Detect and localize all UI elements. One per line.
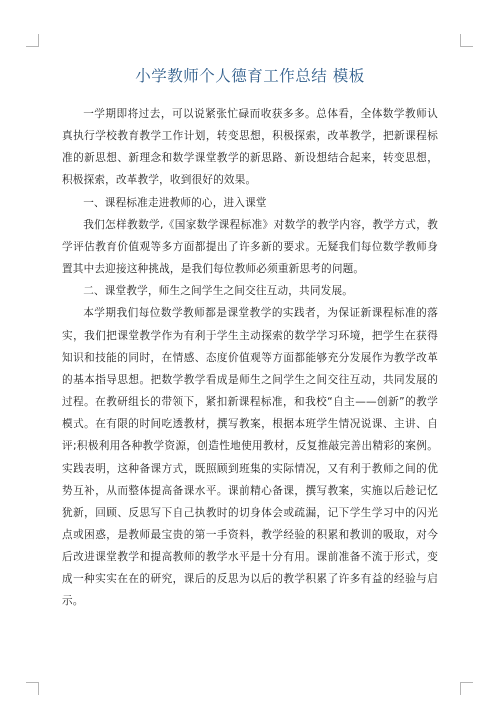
document-body [62, 103, 438, 613]
section-1-paragraph: 我们怎样教数学,《国家数学课程标准》对数学的教学内容，教学方式，教学评估教育价值观等多方面都提出了许多新的要求。无疑我们每位数学教师身置其中去迎接这种挑战，是我们每位教师必须重新思考的问题。 [62, 218, 438, 276]
page-corner-mark-bottom-right [460, 682, 473, 695]
page-corner-mark-bottom-left [26, 682, 39, 695]
section-heading-2: 二、课堂教学，师生之间学生之间交往互动，共同发展。 [83, 285, 354, 298]
page-corner-mark-top-left [26, 34, 39, 47]
page-corner-mark-top-right [460, 34, 473, 47]
intro-paragraph: 一学期即将过去，可以说紧张忙碌而收获多多。总体看，全体数学教师认真执行学校教育教学工作计划，转变思想，积极探索，改革教学，把新课程标准的新思想、新理念和数学课堂教学的新思路、新设想结合起来，转变思想，积极探索，改革教学，收到很好的效果。 [62, 108, 438, 187]
document-title: 小学教师个人德育工作总结 模板 [135, 67, 365, 85]
section-heading-1: 一、课程标准走进教师的心，进入课堂 [83, 196, 267, 209]
section-2-paragraph: 本学期我们每位数学教师都是课堂教学的实践者，为保证新课程标准的落实，我们把课堂教学作为有利于学生主动探索的数学学习环境，把学生在获得知识和技能的同时，在情感、态度价值观等方面都能够充分发展作为教学改革的基本指导思想。把数学教学看成是师生之间学生之间交往互动，共同发展的过程。在教研组长的带领下，紧扣新课程标准，和我校“自主——创新”的教学模式。在有限的时间吃透教材，撰写教案，根据本班学生情况说课、主讲、自评;积极利用各种教学资源，创造性地使用教材，反复推敲完善出精彩的案例。实践表明，这种备课方式，既照顾到班集的实际情况，又有利于教师之间的优势互补，从而整体提高备课水平。课前精心备课，撰写教案，实施以后趁记忆犹新，回顾、反思写下自己执教时的切身体会或疏漏，记下学生学习中的闪光点或困惑，是教师最宝贵的第一手资料，教学经验的积累和教训的吸取，对今后改进课堂教学和提高教师的教学水平是十分有用。课前准备不流于形式，变成一种实实在在的研究，课后的反思为以后的教学积累了许多有益的经验与启示。 [62, 307, 438, 608]
